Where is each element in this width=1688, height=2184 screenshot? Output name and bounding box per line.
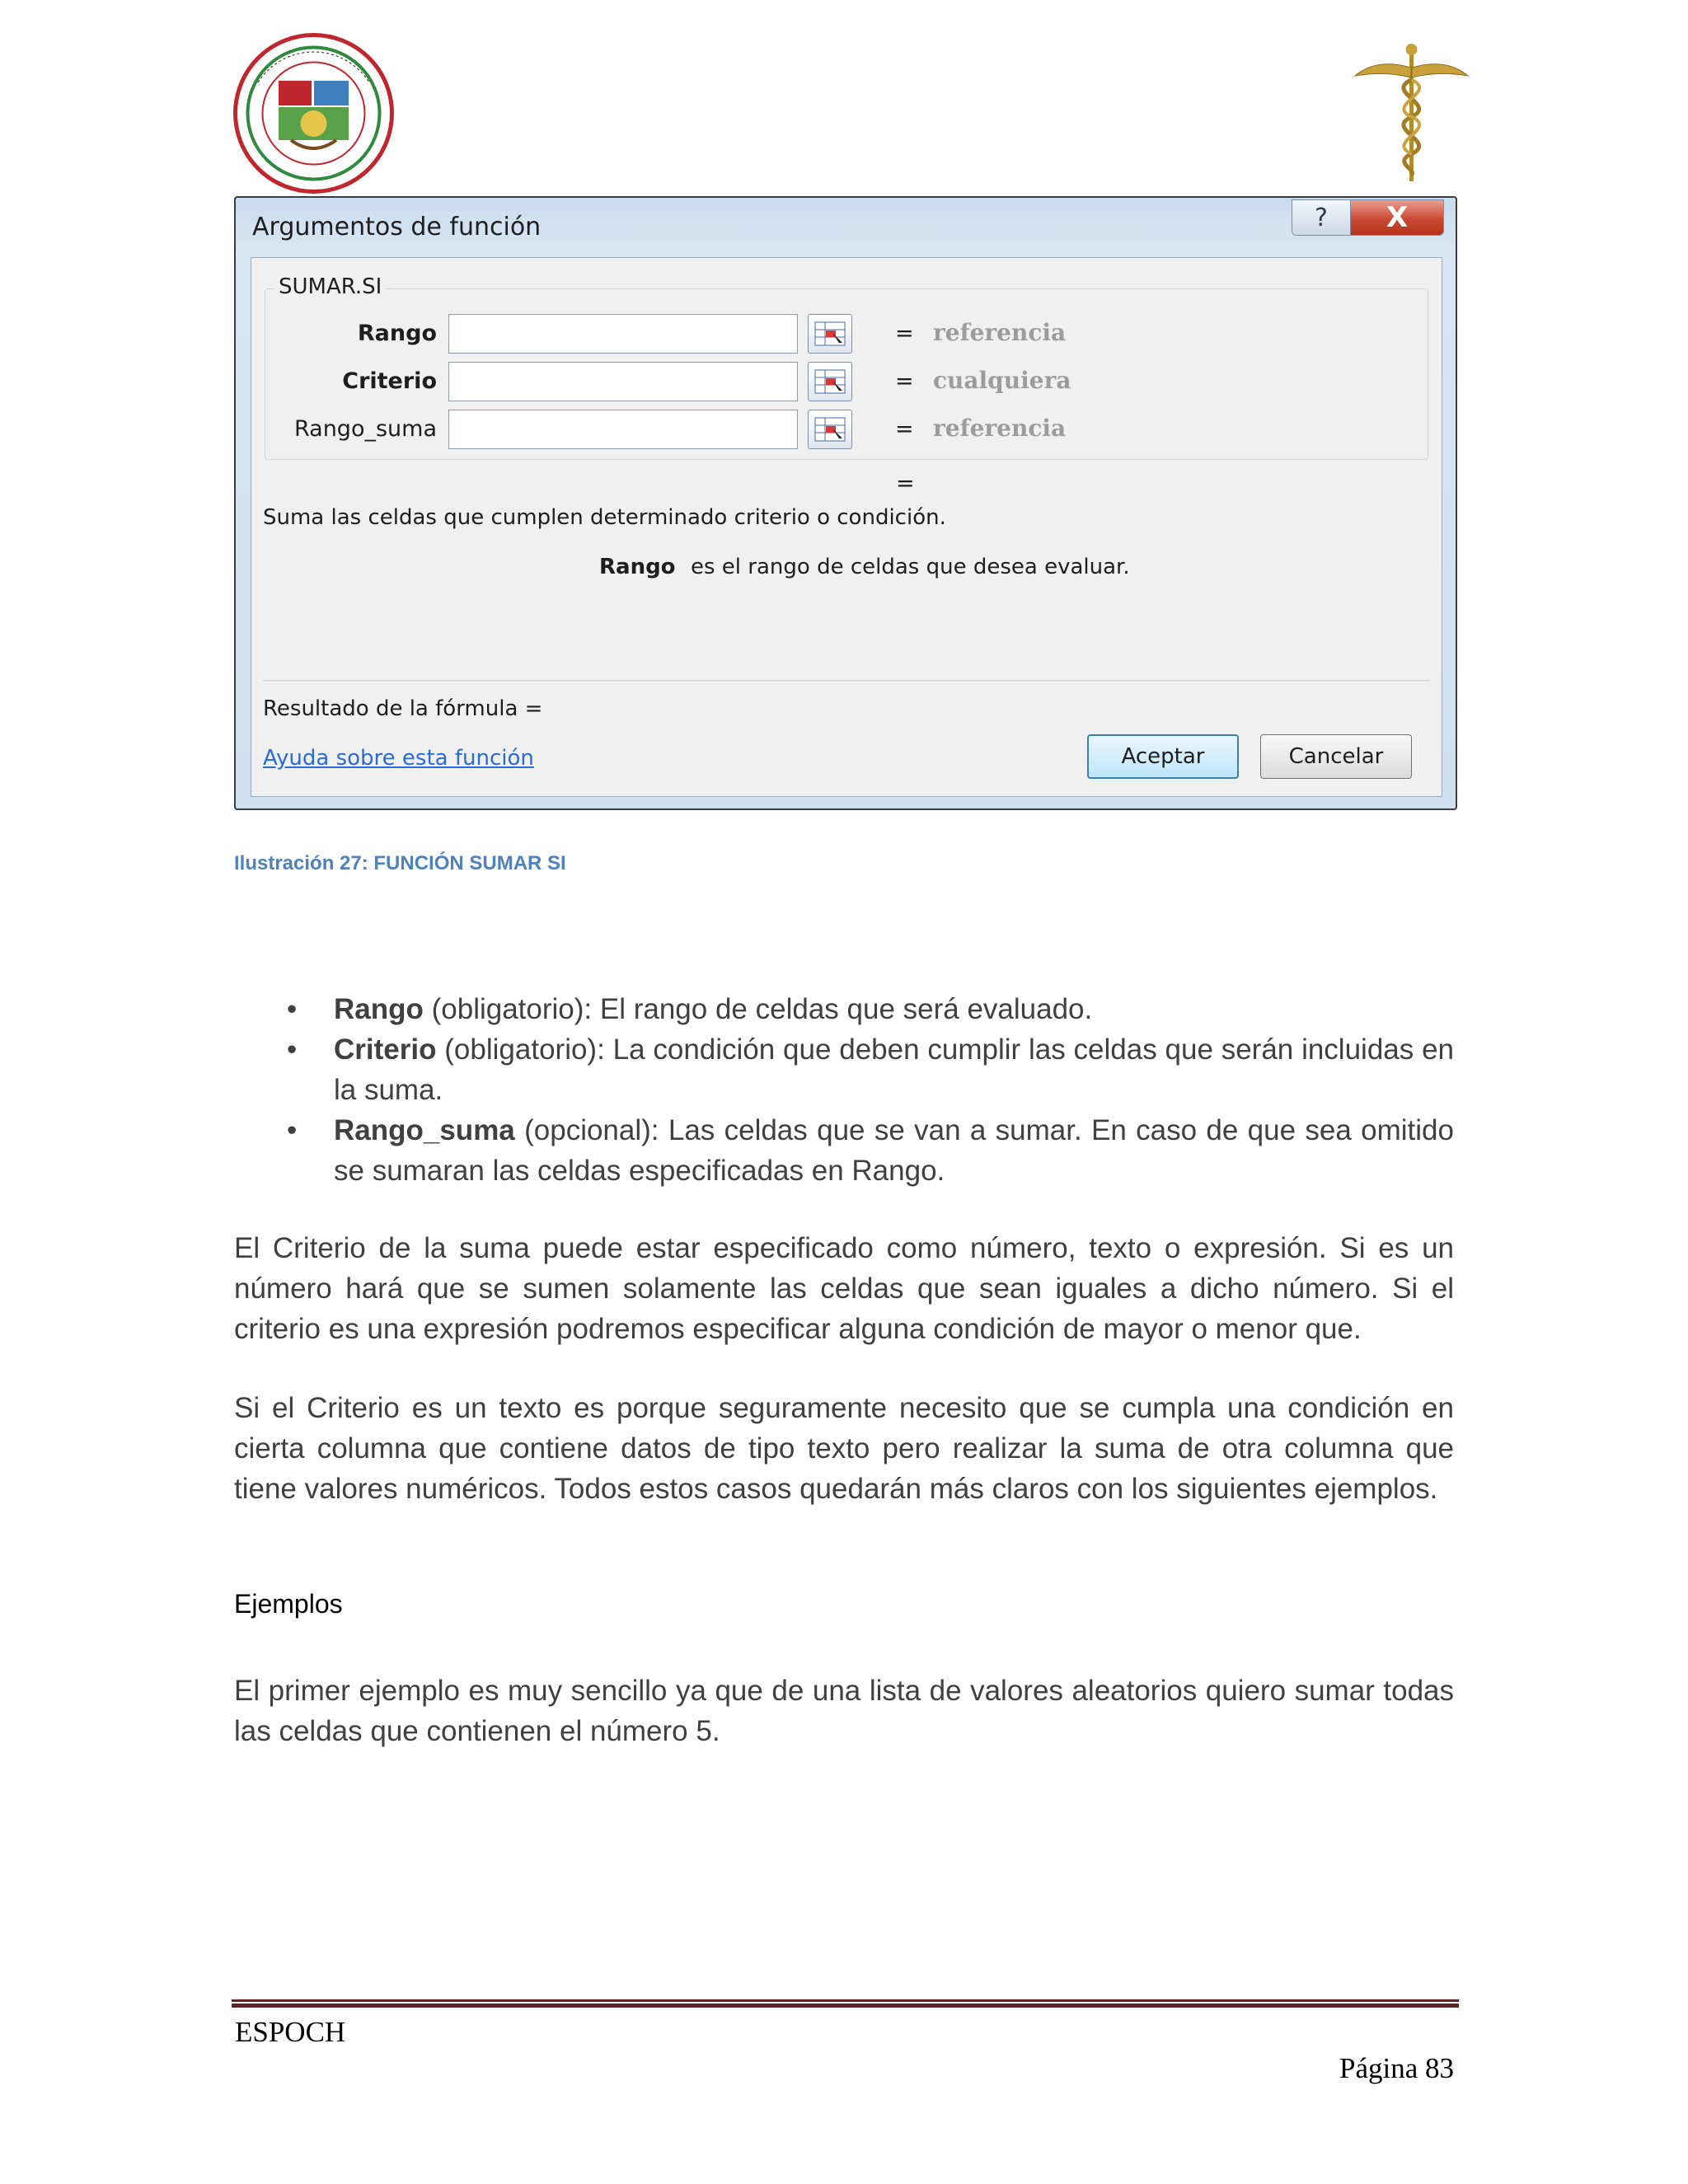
- function-name: SUMAR.SI: [274, 274, 387, 299]
- arg-label-rango: Rango: [357, 321, 437, 346]
- range-select-icon: [814, 417, 846, 442]
- bullet-icon: •: [287, 993, 298, 1025]
- divider: [263, 680, 1430, 682]
- window-buttons: [1292, 199, 1444, 236]
- bullet-text: (opcional): Las celdas que se van a sumar. En caso de que sea omitido se sumaran las celdas especificadas en Rango.: [334, 1114, 1454, 1187]
- function-arguments-dialog: [234, 196, 1457, 810]
- bullet-term: Criterio: [334, 1033, 437, 1066]
- collapse-dialog-button[interactable]: [808, 410, 852, 449]
- arg-label-criterio: Criterio: [342, 368, 437, 394]
- function-description: Suma las celdas que cumplen determinado criterio o condición.: [263, 505, 946, 530]
- footer-institution: ESPOCH: [235, 2016, 346, 2048]
- figure-caption: Ilustración 27: FUNCIÓN SUMAR SI: [234, 852, 566, 874]
- argument-list: [234, 989, 1454, 1191]
- bullet-term: Rango: [334, 993, 424, 1025]
- collapse-dialog-button[interactable]: [808, 314, 852, 354]
- arg-hint-rango: referencia: [933, 319, 1067, 346]
- bullet-icon: •: [287, 1033, 298, 1066]
- function-help-link[interactable]: Ayuda sobre esta función: [263, 746, 534, 771]
- result-equals: =: [896, 471, 915, 496]
- arg-hint-rango-suma: referencia: [933, 415, 1067, 442]
- list-item: [234, 989, 1454, 1029]
- arg-hint-criterio: cualquiera: [933, 367, 1071, 394]
- range-select-icon: [814, 321, 846, 346]
- espoch-seal-logo: [233, 33, 394, 194]
- detail-arg-text: es el rango de celdas que desea evaluar.: [691, 555, 1130, 579]
- bullet-term: Rango_suma: [334, 1114, 515, 1146]
- equals-sign: =: [895, 368, 914, 394]
- paragraph: El Criterio de la suma puede estar especificado como número, texto o expresión. Si es un número hará que se sumen solamente las celdas que sean iguales a dicho número. Si el criterio es una expresión podremos especificar alguna condición de mayor o menor que.: [234, 1232, 1454, 1345]
- paragraph: El primer ejemplo es muy sencillo ya que de una lista de valores aleatorios quiero sumar todas las celdas que contienen el número 5.: [234, 1675, 1454, 1747]
- formula-result: Resultado de la fórmula =: [263, 696, 543, 721]
- arguments-group: [265, 274, 1428, 460]
- list-item: [234, 1110, 1454, 1191]
- collapse-dialog-button[interactable]: [808, 362, 852, 401]
- equals-sign: =: [895, 416, 914, 442]
- footer-rule: [232, 1999, 1459, 2008]
- detail-arg-label: Rango: [599, 555, 676, 579]
- caduceus-icon: [1352, 43, 1471, 183]
- close-button[interactable]: X: [1351, 200, 1443, 235]
- section-heading: Ejemplos: [234, 1589, 343, 1619]
- list-item: [234, 1029, 1454, 1110]
- equals-sign: =: [895, 321, 914, 346]
- cancel-button[interactable]: Cancelar: [1260, 734, 1412, 779]
- criterio-input[interactable]: [448, 362, 798, 401]
- rango-suma-input[interactable]: [448, 410, 798, 449]
- paragraph: Si el Criterio es un texto es porque seguramente necesito que se cumpla una condición en cierta columna que contiene datos de tipo texto pero realizar la suma de otra columna que tiene valores numéricos. Todos estos casos quedarán más claros con los siguientes ejemplos.: [234, 1392, 1454, 1505]
- bullet-icon: •: [287, 1114, 298, 1146]
- range-select-icon: [814, 369, 846, 394]
- rango-input[interactable]: [448, 314, 798, 354]
- bullet-text: (obligatorio): El rango de celdas que será evaluado.: [423, 993, 1093, 1025]
- accept-button[interactable]: Aceptar: [1087, 734, 1239, 779]
- arg-label-rango-suma: Rango_suma: [293, 416, 437, 442]
- dialog-body: [251, 257, 1442, 797]
- help-button[interactable]: ?: [1292, 200, 1351, 235]
- page-number: Página 83: [1339, 2052, 1454, 2084]
- bullet-text: (obligatorio): La condición que deben cumplir las celdas que serán incluidas en la suma.: [334, 1033, 1454, 1106]
- dialog-title: Argumentos de función: [252, 213, 542, 241]
